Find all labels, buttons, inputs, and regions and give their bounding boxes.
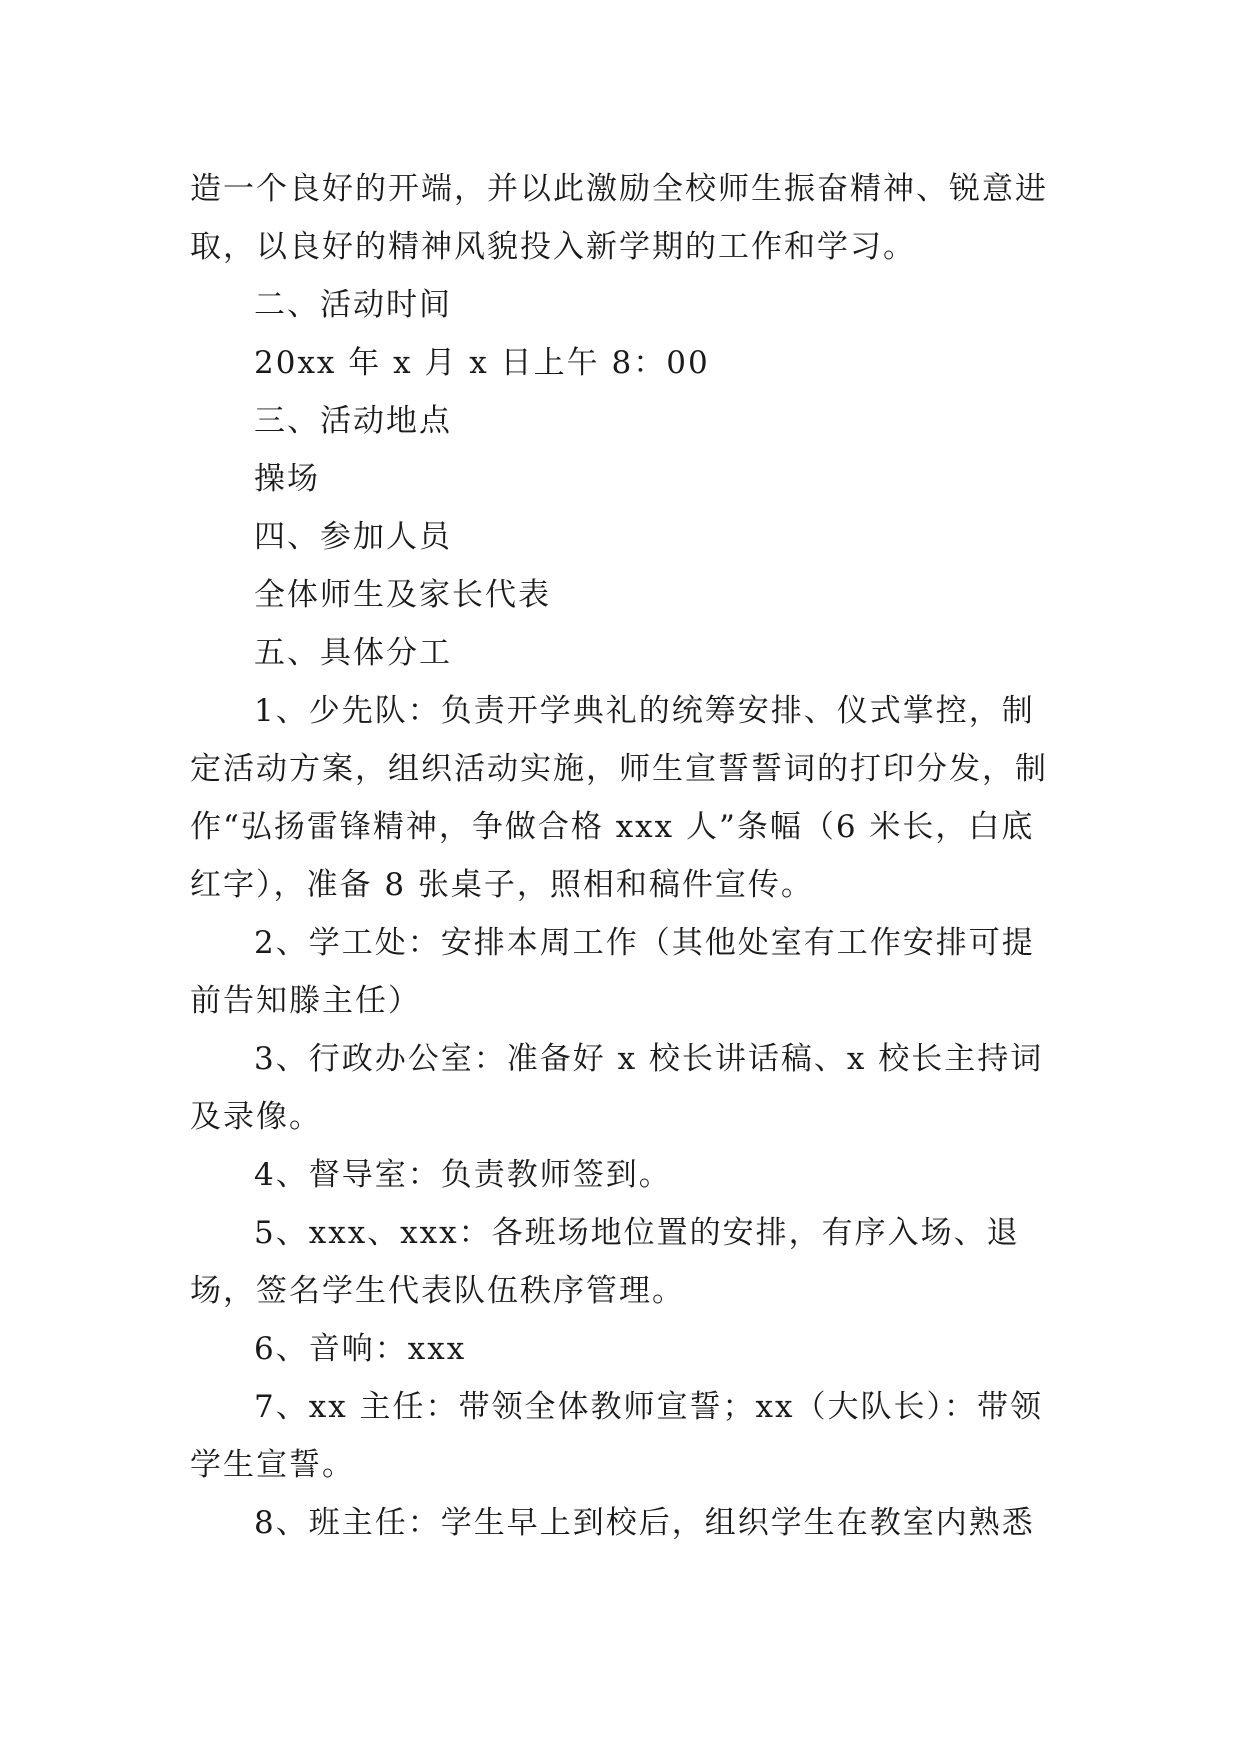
list-item: 8、班主任：学生早上到校后，组织学生在教室内熟悉 (254, 1505, 1035, 1541)
list-item: 6、音响：xxx (254, 1331, 467, 1367)
paragraph: 操场 (254, 461, 320, 497)
paragraph: 20xx 年 x 月 x 日上午 8：00 (254, 345, 710, 381)
paragraph: 造一个良好的开端，并以此激励全校师生振奋精神、锐意进取，以良好的精神风貌投入新学期的工作和学习。 (190, 171, 1048, 265)
section-heading-time: 二、活动时间 (254, 287, 452, 323)
list-item: 1、少先队：负责开学典礼的统筹安排、仪式掌控，制定活动方案，组织活动实施，师生宣誓誓词的打印分发，制作“弘扬雷锋精神，争做合格 xxx 人”条幅（6 米长，白底红字），准备 8 张桌子，照相和稿件宣传。 (190, 693, 1048, 903)
list-item: 7、xx 主任：带领全体教师宣誓；xx（大队长）：带领学生宣誓。 (190, 1389, 1044, 1483)
section-heading-location: 三、活动地点 (254, 403, 452, 439)
section-heading-division: 五、具体分工 (254, 635, 452, 671)
list-item: 2、学工处：安排本周工作（其他处室有工作安排可提前告知滕主任） (190, 925, 1035, 1019)
list-item: 5、xxx、xxx：各班场地位置的安排，有序入场、退场，签名学生代表队伍秩序管理。 (190, 1215, 1020, 1309)
section-heading-participants: 四、参加人员 (254, 519, 452, 555)
list-item: 3、行政办公室：准备好 x 校长讲话稿、x 校长主持词及录像。 (190, 1041, 1044, 1135)
paragraph: 全体师生及家长代表 (254, 577, 551, 613)
document-body (190, 160, 1055, 1552)
list-item: 4、督导室：负责教师签到。 (254, 1157, 672, 1193)
